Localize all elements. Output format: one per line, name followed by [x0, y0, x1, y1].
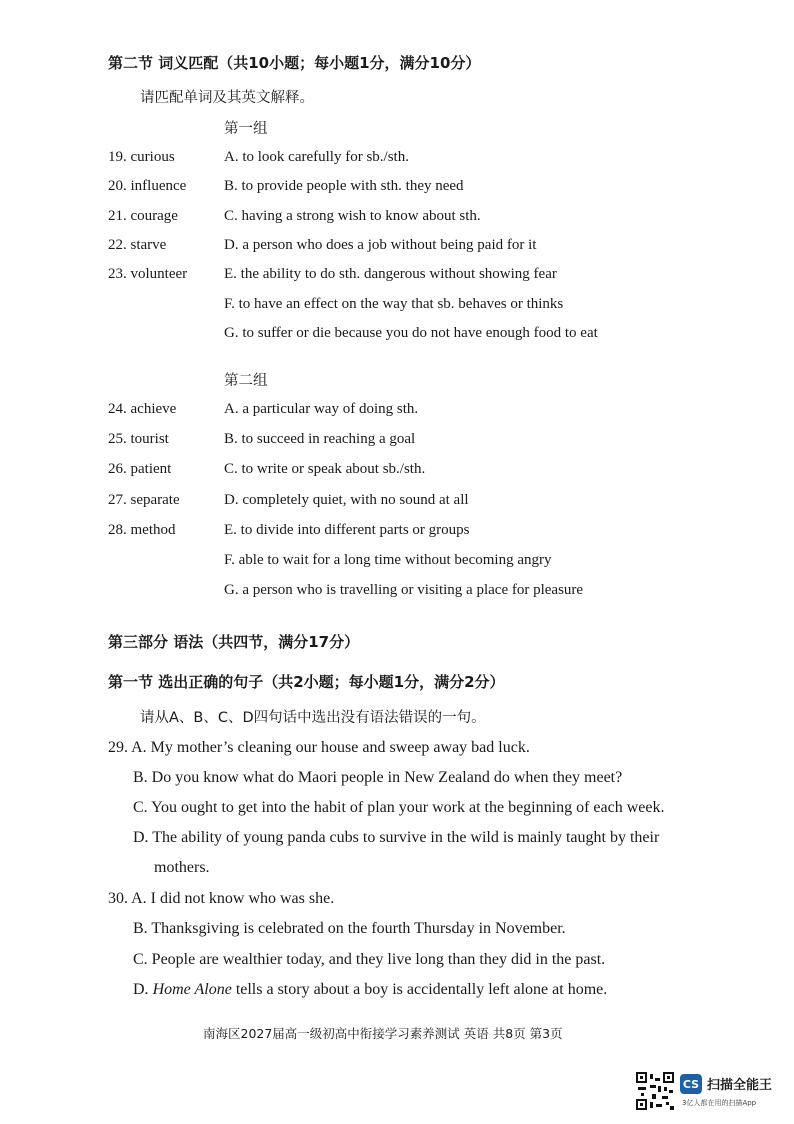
- question-option: B. Thanksgiving is celebrated on the fourth Thursday in November.: [133, 920, 566, 937]
- definition-item: B. to provide people with sth. they need: [224, 178, 464, 194]
- definition-item: G. to suffer or die because you do not have enough food to eat: [224, 325, 598, 341]
- definition-item: C. to write or speak about sb./sth.: [224, 461, 426, 477]
- question-option: 29. A. My mother’s cleaning our house and sweep away bad luck.: [108, 739, 530, 756]
- movie-title: Home Alone: [152, 981, 232, 998]
- word-item: 26. patient: [108, 461, 172, 477]
- definition-item: E. the ability to do sth. dangerous without showing fear: [224, 266, 557, 282]
- section-heading: 第一节 选出正确的句子（共2小题；每小题1分，满分2分）: [108, 673, 505, 691]
- word-item: 25. tourist: [108, 431, 169, 447]
- word-item: 24. achieve: [108, 401, 177, 417]
- watermark-subtitle: 3亿人都在用的扫描App: [682, 1099, 757, 1107]
- word-item: 22. starve: [108, 237, 167, 253]
- definition-item: G. a person who is travelling or visiting a place for pleasure: [224, 582, 584, 598]
- definition-item: F. able to wait for a long time without becoming angry: [224, 552, 552, 568]
- word-item: 23. volunteer: [108, 266, 188, 282]
- definition-item: D. a person who does a job without being paid for it: [224, 237, 537, 253]
- word-item: 19. curious: [108, 149, 175, 165]
- group-title: 第二组: [224, 373, 268, 389]
- word-item: 27. separate: [108, 492, 180, 508]
- question-option: C. You ought to get into the habit of plan your work at the beginning of each week.: [133, 799, 665, 816]
- part-heading: 第三部分 语法（共四节，满分17分）: [108, 633, 360, 651]
- definition-item: A. a particular way of doing sth.: [224, 401, 419, 417]
- watermark-name: 扫描全能王: [707, 1078, 773, 1093]
- option-text: tells a story about a boy is accidentally left alone at home.: [231, 981, 608, 998]
- group-title: 第一组: [224, 121, 268, 137]
- question-option: [133, 981, 607, 999]
- section-instruction: 请从A、B、C、D四句话中选出没有语法错误的一句。: [140, 710, 486, 726]
- qr-code-icon: [636, 1072, 674, 1110]
- question-option: D. The ability of young panda cubs to survive in the wild is mainly taught by their: [133, 829, 660, 846]
- question-option: 30. A. I did not know who was she.: [108, 890, 335, 907]
- option-letter: D.: [133, 981, 153, 998]
- question-option: B. Do you know what do Maori people in New Zealand do when they meet?: [133, 769, 623, 786]
- definition-item: B. to succeed in reaching a goal: [224, 431, 416, 447]
- definition-item: E. to divide into different parts or groups: [224, 522, 470, 538]
- word-item: 21. courage: [108, 208, 178, 224]
- page-footer: 南海区2027届高一级初高中衔接学习素养测试 英语 共8页 第3页: [203, 1026, 563, 1041]
- camscanner-logo-icon: CS: [680, 1074, 702, 1094]
- definition-item: F. to have an effect on the way that sb. behaves or thinks: [224, 296, 564, 312]
- section-instruction: 请匹配单词及其英文解释。: [140, 90, 314, 106]
- word-item: 20. influence: [108, 178, 187, 194]
- question-option-continued: mothers.: [154, 859, 210, 876]
- section-heading: 第二节 词义匹配（共10小题；每小题1分，满分10分）: [108, 54, 481, 72]
- question-option: C. People are wealthier today, and they live long than they did in the past.: [133, 951, 606, 968]
- definition-item: D. completely quiet, with no sound at all: [224, 492, 469, 508]
- word-item: 28. method: [108, 522, 176, 538]
- definition-item: C. having a strong wish to know about sth.: [224, 208, 481, 224]
- definition-item: A. to look carefully for sb./sth.: [224, 149, 409, 165]
